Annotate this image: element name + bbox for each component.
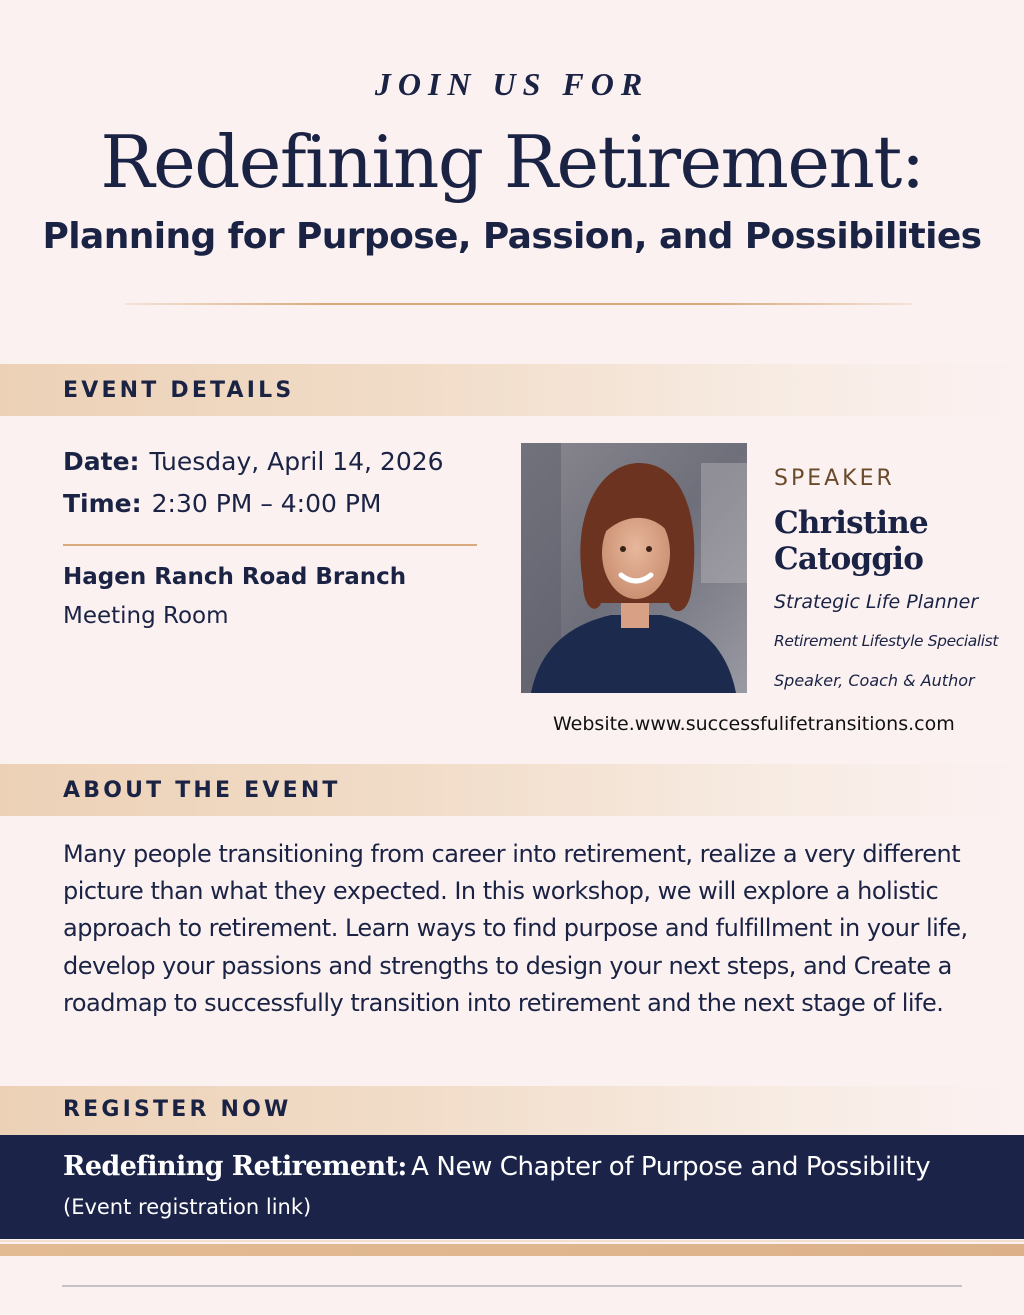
speaker-label: SPEAKER <box>774 466 895 491</box>
footer-thin-line <box>0 1240 1024 1242</box>
registration-link-note: (Event registration link) <box>63 1195 312 1219</box>
speaker-role-1: Strategic Life Planner <box>774 591 979 613</box>
speaker-name: Christine Catoggio <box>774 505 928 577</box>
details-divider <box>63 544 477 546</box>
time-label: Time: <box>63 489 142 518</box>
registration-link-subtitle: A New Chapter of Purpose and Possibility <box>411 1152 931 1182</box>
title-divider <box>125 303 912 305</box>
date-value: Tuesday, April 14, 2026 <box>149 447 444 476</box>
speaker-photo <box>521 443 747 693</box>
speaker-role-2: Retirement Lifestyle Specialist <box>774 632 998 650</box>
speaker-role-3: Speaker, Coach & Author <box>774 671 975 690</box>
register-band <box>0 1086 1024 1136</box>
registration-link[interactable] <box>63 1151 930 1182</box>
footer-rule <box>62 1285 962 1287</box>
register-heading: REGISTER NOW <box>63 1097 292 1122</box>
event-details-heading: EVENT DETAILS <box>63 378 295 403</box>
event-subtitle: Planning for Purpose, Passion, and Possibilities <box>42 216 982 257</box>
about-description: Many people transitioning from career into retirement, realize a very different picture than what they expected. In this workshop, we will explore a holistic approach to retirement. Learn ways to find purpose and fulfillment in your life, develop your passions and strengths to design your next steps, and Create a roadmap to successfully transition into retirement and the next stage of life. <box>63 840 968 1017</box>
room-name: Meeting Room <box>63 603 229 629</box>
date-label: Date: <box>63 447 140 476</box>
event-details-band <box>0 364 1024 416</box>
time-value: 2:30 PM – 4:00 PM <box>151 489 382 518</box>
about-band <box>0 764 1024 816</box>
footer-gold-stripe <box>0 1244 1024 1256</box>
event-title: Redefining Retirement: <box>100 120 924 204</box>
about-heading: ABOUT THE EVENT <box>63 778 341 803</box>
time-row <box>63 489 382 518</box>
date-row <box>63 447 444 476</box>
branch-name: Hagen Ranch Road Branch <box>63 564 407 590</box>
speaker-portrait-image <box>521 443 747 693</box>
registration-link-box[interactable] <box>0 1135 1024 1239</box>
registration-link-title: Redefining Retirement: <box>63 1151 407 1182</box>
eyebrow-text: JOIN US FOR <box>374 66 650 102</box>
speaker-website[interactable]: Website.www.successfulifetransitions.com <box>553 713 955 735</box>
